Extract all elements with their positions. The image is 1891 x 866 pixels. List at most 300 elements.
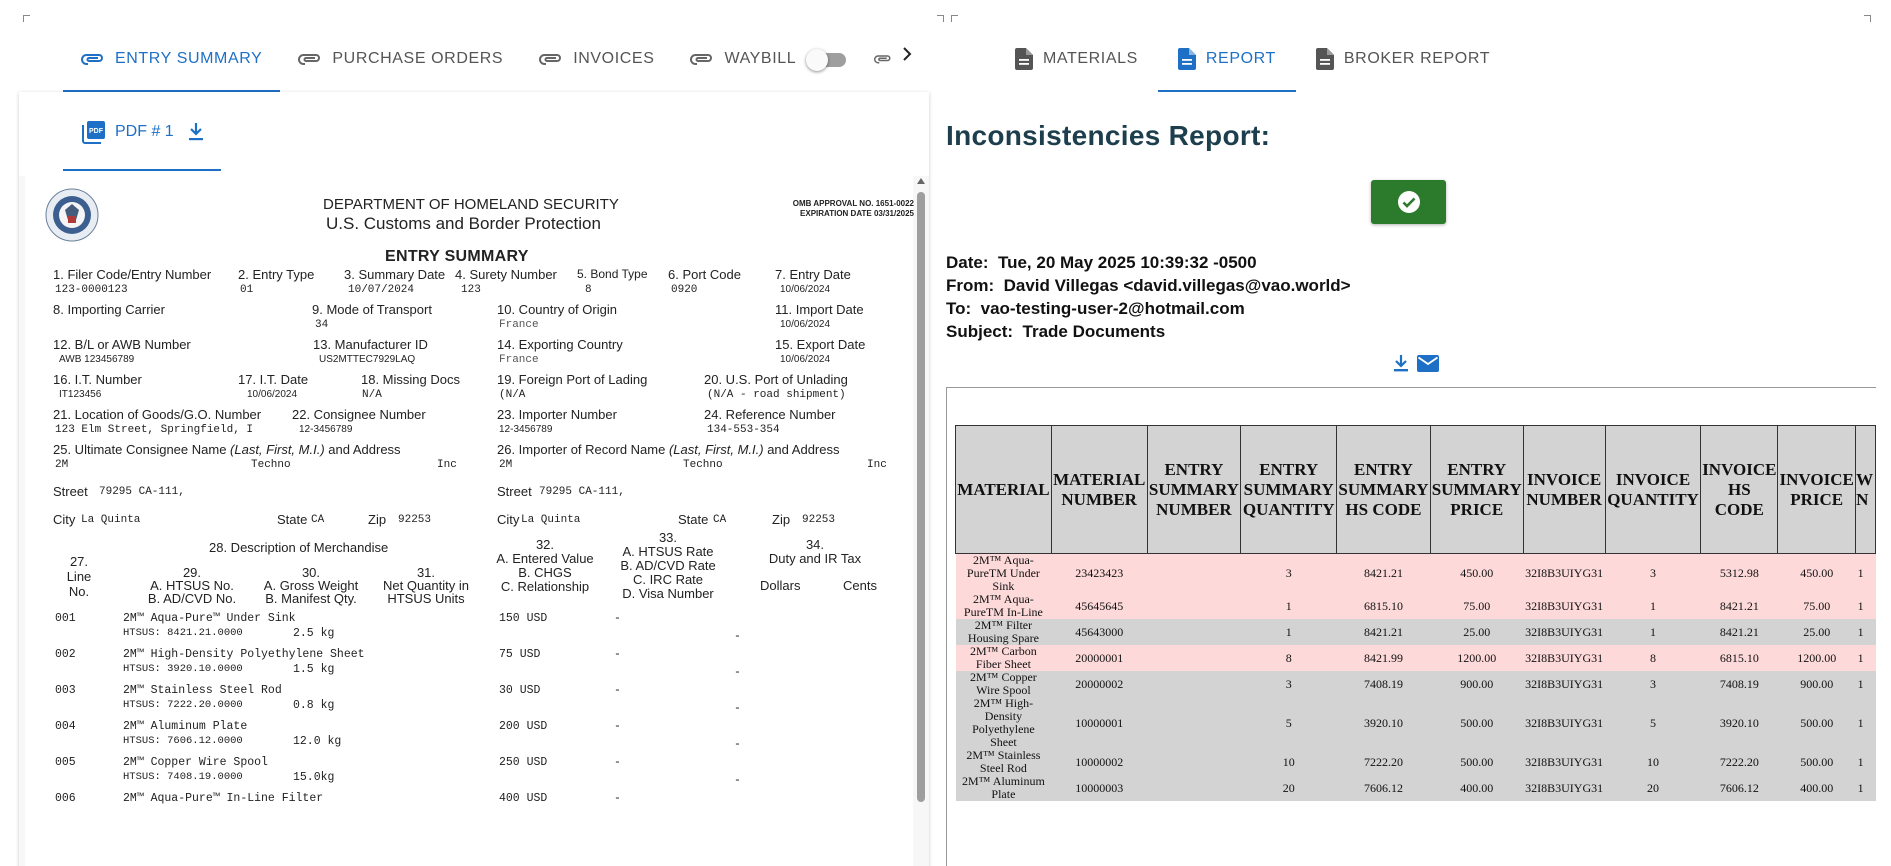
consignee-name: Techno — [251, 459, 291, 471]
label-part: (Last, First, M.I.) — [230, 442, 325, 457]
table-cell: 32I8B3UIYG31 — [1523, 697, 1605, 749]
label-part: 26. Importer of Record Name — [497, 442, 669, 457]
consignee-name: Inc — [437, 459, 457, 471]
table-cell: 8421.21 — [1701, 619, 1778, 645]
field-label: 24. Reference Number — [704, 407, 836, 422]
header-line: No. — [68, 584, 90, 599]
tab-label: WAYBILL — [724, 50, 797, 67]
line-duty: - — [734, 630, 741, 643]
line-weight: 1.5 kg — [293, 663, 335, 676]
report-table-container — [946, 387, 1876, 866]
table-cell: 1 — [1856, 697, 1876, 749]
table-cell: 1200.00 — [1778, 645, 1856, 671]
tab-invoices[interactable] — [521, 26, 672, 92]
col-header: W N — [1856, 426, 1876, 554]
document-icon — [1178, 48, 1196, 70]
field-label: 14. Exporting Country — [497, 337, 623, 352]
resize-corner — [937, 15, 944, 22]
line-entered-value: 75 USD — [499, 648, 541, 661]
table-cell: 1 — [1856, 619, 1876, 645]
street-label: Street — [53, 484, 88, 499]
header-line: B. AD/CVD Rate — [620, 558, 716, 573]
table-cell: 32I8B3UIYG31 — [1523, 554, 1605, 594]
line-duty: - — [734, 774, 741, 787]
field-label: 9. Mode of Transport — [312, 302, 432, 317]
table-row — [956, 775, 1876, 801]
line-description: 2M™ Aluminum Plate — [123, 720, 248, 733]
line-htsus: HTSUS: 8421.21.0000 — [123, 627, 243, 639]
chevron-right-icon — [901, 47, 913, 61]
tabs-scroll-right-button[interactable] — [895, 42, 919, 66]
line-entered-value: 150 USD — [499, 612, 548, 625]
cents-label: Cents — [843, 578, 877, 593]
table-cell: 5312.98 — [1701, 554, 1778, 594]
paperclip-icon — [690, 52, 714, 66]
table-cell: 20 — [1241, 775, 1337, 801]
col-header-net-qty — [368, 566, 484, 605]
field-value: France — [499, 354, 539, 366]
field-label: 23. Importer Number — [497, 407, 617, 422]
table-cell: 500.00 — [1430, 749, 1523, 775]
resize-corner — [1864, 15, 1871, 22]
line-rate: - — [614, 684, 621, 697]
table-cell: 7606.12 — [1701, 775, 1778, 801]
table-cell: 32I8B3UIYG31 — [1523, 671, 1605, 697]
table-cell — [1147, 619, 1241, 645]
table-cell: 3 — [1241, 554, 1337, 594]
email-subject — [946, 322, 1165, 342]
resize-corner — [951, 15, 958, 22]
paperclip-icon — [874, 52, 892, 66]
col-header-weight — [251, 566, 371, 605]
table-cell: 32I8B3UIYG31 — [1523, 619, 1605, 645]
document-tabs — [63, 26, 912, 92]
header-line: A. Entered Value — [496, 551, 594, 566]
col-header: ENTRY SUMMARY QUANTITY — [1241, 426, 1337, 554]
col-header-line-no — [59, 554, 99, 599]
street-value: 79295 CA-111, — [539, 486, 625, 498]
download-icon[interactable] — [188, 122, 204, 142]
importer-name: Inc — [867, 459, 887, 471]
header-line: D. Visa Number — [622, 586, 714, 601]
city-value: La Quinta — [81, 514, 141, 526]
table-cell: 6815.10 — [1337, 593, 1431, 619]
line-weight: 0.8 kg — [293, 699, 335, 712]
document-icon — [1015, 48, 1033, 70]
header-line: B. CHGS — [518, 565, 572, 580]
email-icon[interactable] — [1417, 355, 1439, 372]
field-value: N/A — [362, 389, 382, 401]
email-from — [946, 276, 1351, 296]
dept-heading: DEPARTMENT OF HOMELAND SECURITY — [323, 196, 619, 213]
zip-value: 92253 — [802, 514, 836, 526]
table-cell: 3920.10 — [1337, 697, 1431, 749]
table-cell: 8421.21 — [1701, 593, 1778, 619]
table-row — [956, 749, 1876, 775]
field-value: 10/06/2024 — [780, 354, 831, 365]
col-header: ENTRY SUMMARY PRICE — [1430, 426, 1523, 554]
state-value: CA — [713, 514, 727, 526]
scroll-up-arrow-icon[interactable] — [917, 178, 925, 184]
table-cell: 7606.12 — [1337, 775, 1431, 801]
table-cell: 20000001 — [1051, 645, 1147, 671]
line-description: 2M™ Copper Wire Spool — [123, 756, 268, 769]
city-value: La Quinta — [521, 514, 581, 526]
field-value: AWB 123456789 — [59, 354, 135, 365]
line-htsus: HTSUS: 7606.12.0000 — [123, 735, 243, 747]
line-rate: - — [614, 612, 621, 625]
table-cell: 500.00 — [1778, 749, 1856, 775]
importer-name: 2M — [499, 459, 513, 471]
table-cell: 1 — [1856, 775, 1876, 801]
form-title: ENTRY SUMMARY — [385, 248, 529, 265]
header-line: Duty and IR Tax — [768, 551, 862, 566]
field-value: 10/07/2024 — [348, 284, 415, 296]
paperclip-icon — [298, 52, 322, 66]
resize-corner — [23, 15, 30, 22]
table-cell: 7408.19 — [1701, 671, 1778, 697]
table-cell: 32I8B3UIYG31 — [1523, 749, 1605, 775]
line-description: 2M™ High-Density Polyethylene Sheet — [123, 648, 365, 661]
table-header-row — [956, 426, 1876, 554]
table-cell: 6815.10 — [1701, 645, 1778, 671]
field-label: 18. Missing Docs — [361, 372, 460, 387]
field-label: 13. Manufacturer ID — [313, 337, 428, 352]
label-part: (Last, First, M.I.) — [668, 442, 764, 457]
email-date — [946, 253, 1257, 273]
omb-approval: OMB APPROVAL NO. 1651-0022 — [792, 199, 914, 208]
label-part: and Address — [763, 442, 840, 457]
field-value: 123-0000123 — [55, 284, 128, 296]
table-cell — [1147, 697, 1241, 749]
table-cell: 3920.10 — [1701, 697, 1778, 749]
consignee-name: 2M — [55, 459, 69, 471]
field-value: 10/06/2024 — [780, 284, 831, 295]
table-cell: 900.00 — [1778, 671, 1856, 697]
cell-material: 2M™ Stainless Steel Rod — [956, 749, 1052, 775]
pdf-tab[interactable] — [63, 92, 221, 171]
pdf-icon — [82, 120, 106, 144]
pdf-page-area — [19, 176, 929, 866]
line-weight: 2.5 kg — [293, 627, 335, 640]
pdf-viewer-card — [19, 92, 929, 866]
header-line: 34. — [805, 537, 825, 552]
tab-broker-report[interactable] — [1296, 26, 1510, 92]
table-cell: 8421.21 — [1337, 619, 1431, 645]
field-label: 16. I.T. Number — [53, 372, 142, 387]
table-cell: 1 — [1856, 645, 1876, 671]
state-value: CA — [311, 514, 325, 526]
table-cell: 10000003 — [1051, 775, 1147, 801]
pdf-page — [25, 176, 913, 866]
table-row — [956, 554, 1876, 594]
col-header: ENTRY SUMMARY NUMBER — [1147, 426, 1241, 554]
table-cell: 1 — [1856, 593, 1876, 619]
line-description: 2M™ Stainless Steel Rod — [123, 684, 282, 697]
table-cell: 32I8B3UIYG31 — [1523, 775, 1605, 801]
tab-label: REPORT — [1205, 50, 1276, 67]
line-description: 2M™ Aqua-Pure™ Under Sink — [123, 612, 296, 625]
col-header: INVOICE QUANTITY — [1605, 426, 1701, 554]
header-line: C. Relationship — [500, 579, 590, 594]
label-part: and Address — [324, 442, 401, 457]
table-cell: 500.00 — [1778, 697, 1856, 749]
table-cell — [1147, 593, 1241, 619]
table-cell: 3 — [1605, 554, 1701, 594]
field-label: 17. I.T. Date — [238, 372, 309, 387]
tab-materials[interactable] — [995, 26, 1158, 92]
line-rate: - — [614, 720, 621, 733]
tab-purchase-orders[interactable] — [280, 26, 521, 92]
paperclip-icon — [539, 52, 563, 66]
col-header-rate — [613, 531, 723, 601]
line-duty: - — [734, 702, 741, 715]
table-cell: 32I8B3UIYG31 — [1523, 645, 1605, 671]
field-value: 0920 — [671, 284, 698, 296]
table-cell: 45645645 — [1051, 593, 1147, 619]
line-entered-value: 250 USD — [499, 756, 548, 769]
table-cell: 10000001 — [1051, 697, 1147, 749]
email-to-label: To: — [946, 299, 972, 318]
table-cell: 25.00 — [1778, 619, 1856, 645]
header-line: B. AD/CVD No. — [147, 591, 237, 606]
table-cell: 1 — [1241, 619, 1337, 645]
header-line: A. HTSUS No. — [150, 578, 234, 593]
field-label: 22. Consignee Number — [292, 407, 426, 422]
cell-material: 2M™ Aluminum Plate — [956, 775, 1052, 801]
report-tabs — [995, 26, 1510, 92]
table-cell: 10 — [1605, 749, 1701, 775]
header-line: C. IRC Rate — [632, 572, 704, 587]
field-value: 123 Elm Street, Springfield, I — [55, 424, 254, 436]
col-header-description: 28. Description of Merchandise — [209, 540, 389, 555]
table-row — [956, 619, 1876, 645]
table-cell — [1147, 645, 1241, 671]
line-htsus: HTSUS: 3920.10.0000 — [123, 663, 243, 675]
field-label: 4. Surety Number — [455, 267, 557, 282]
field-value: IT123456 — [59, 389, 102, 400]
cell-material: 2M™ Aqua-PureTM In-Line — [956, 593, 1052, 619]
table-cell: 1 — [1856, 554, 1876, 594]
tab-label: PURCHASE ORDERS — [332, 50, 504, 67]
table-cell: 7222.20 — [1337, 749, 1431, 775]
table-row — [956, 671, 1876, 697]
line-duty: - — [734, 738, 741, 751]
col-header: INVOICE HS CODE — [1701, 426, 1778, 554]
table-cell: 450.00 — [1778, 554, 1856, 594]
header-line: B. Manifest Qty. — [265, 591, 357, 606]
header-line: 30. — [301, 565, 321, 580]
tab-entry-summary[interactable] — [63, 26, 280, 92]
field-label — [53, 442, 401, 457]
field-label: 10. Country of Origin — [497, 302, 617, 317]
waybill-toggle[interactable] — [808, 51, 846, 67]
paperclip-icon — [81, 52, 105, 66]
field-label: 20. U.S. Port of Unlading — [704, 372, 848, 387]
field-label: 1. Filer Code/Entry Number — [53, 267, 212, 282]
table-cell — [1147, 554, 1241, 594]
field-value: 12-3456789 — [299, 424, 353, 435]
col-header-value — [491, 538, 599, 594]
table-cell: 75.00 — [1430, 593, 1523, 619]
field-label: 2. Entry Type — [238, 267, 315, 282]
tab-label: INVOICES — [573, 50, 655, 67]
table-cell: 1 — [1241, 593, 1337, 619]
table-cell: 1 — [1605, 619, 1701, 645]
col-header: MATERIAL NUMBER — [1051, 426, 1147, 554]
line-htsus: HTSUS: 7222.20.0000 — [123, 699, 243, 711]
line-number: 006 — [55, 792, 76, 805]
field-label — [497, 442, 839, 457]
line-weight: 15.0kg — [293, 771, 335, 784]
email-to-value: vao-testing-user-2@hotmail.com — [980, 299, 1245, 318]
field-value: (N/A — [499, 389, 526, 401]
approve-button[interactable] — [1371, 180, 1446, 224]
header-line: 33. — [658, 530, 678, 545]
zip-label: Zip — [772, 512, 791, 527]
table-cell: 400.00 — [1430, 775, 1523, 801]
report-title: Inconsistencies Report: — [946, 120, 1271, 151]
col-header: INVOICE PRICE — [1778, 426, 1856, 554]
field-label: 15. Export Date — [775, 337, 866, 352]
cell-material: 2M™ Carbon Fiber Sheet — [956, 645, 1052, 671]
field-label: 3. Summary Date — [344, 267, 446, 282]
table-cell: 20 — [1605, 775, 1701, 801]
field-value: France — [499, 319, 539, 331]
field-value: 12-3456789 — [499, 424, 553, 435]
line-entered-value: 200 USD — [499, 720, 548, 733]
table-cell: 32I8B3UIYG31 — [1523, 593, 1605, 619]
download-report-icon[interactable] — [1393, 354, 1409, 373]
table-cell: 7408.19 — [1337, 671, 1431, 697]
importer-name: Techno — [683, 459, 723, 471]
table-cell: 5 — [1241, 697, 1337, 749]
table-cell — [1147, 671, 1241, 697]
expiration-date: EXPIRATION DATE 03/31/2025 — [800, 209, 914, 218]
table-cell: 1 — [1605, 593, 1701, 619]
email-to — [946, 299, 1245, 319]
header-line: 27. — [69, 554, 89, 569]
table-cell: 8421.99 — [1337, 645, 1431, 671]
check-circle-icon — [1397, 190, 1421, 214]
col-header: ENTRY SUMMARY HS CODE — [1337, 426, 1431, 554]
state-label: State — [277, 512, 308, 527]
line-number: 004 — [55, 720, 76, 733]
inconsistencies-table — [955, 425, 1876, 801]
header-line: A. Gross Weight — [263, 578, 359, 593]
email-subject-label: Subject: — [946, 322, 1014, 341]
email-date-label: Date: — [946, 253, 989, 272]
table-cell: 45643000 — [1051, 619, 1147, 645]
col-header-duty — [755, 538, 875, 566]
cell-material: 2M™ Aqua-PureTM Under Sink — [956, 554, 1052, 594]
field-label: 6. Port Code — [668, 267, 741, 282]
label-part: 25. Ultimate Consignee Name — [53, 442, 231, 457]
table-cell: 5 — [1605, 697, 1701, 749]
cell-material: 2M™ High-Density Polyethylene Sheet — [956, 697, 1052, 749]
table-cell: 75.00 — [1778, 593, 1856, 619]
email-from-value: David Villegas <david.villegas@vao.world> — [1003, 276, 1351, 295]
tab-report[interactable] — [1158, 26, 1296, 92]
line-number: 002 — [55, 648, 76, 661]
table-row — [956, 645, 1876, 671]
table-body — [956, 554, 1876, 802]
table-cell: 500.00 — [1430, 697, 1523, 749]
tab-label: BROKER REPORT — [1343, 50, 1491, 67]
line-duty: - — [734, 666, 741, 679]
table-cell: 450.00 — [1430, 554, 1523, 594]
table-cell: 10 — [1241, 749, 1337, 775]
dollars-label: Dollars — [760, 578, 801, 593]
header-line: Line — [66, 569, 92, 584]
table-cell: 20000002 — [1051, 671, 1147, 697]
table-cell: 23423423 — [1051, 554, 1147, 594]
agency-heading: U.S. Customs and Border Protection — [326, 214, 601, 233]
pdf-tab-label: PDF # 1 — [115, 122, 174, 140]
table-cell: 8 — [1605, 645, 1701, 671]
field-value: 134-553-354 — [707, 424, 780, 436]
header-line: 31. — [416, 565, 436, 580]
header-line: 32. — [535, 537, 555, 552]
table-cell: 1 — [1856, 671, 1876, 697]
tab-label: MATERIALS — [1043, 50, 1138, 67]
pdf-scrollbar-thumb[interactable] — [917, 192, 925, 802]
field-label: 12. B/L or AWB Number — [53, 337, 191, 352]
street-label: Street — [497, 484, 532, 499]
col-header-htsus — [129, 566, 255, 605]
table-cell: 900.00 — [1430, 671, 1523, 697]
field-value: 123 — [461, 284, 481, 296]
street-value: 79295 CA-111, — [99, 486, 185, 498]
line-entered-value: 400 USD — [499, 792, 548, 805]
table-cell: 1200.00 — [1430, 645, 1523, 671]
line-htsus: HTSUS: 7408.19.0000 — [123, 771, 243, 783]
header-line: A. HTSUS Rate — [622, 544, 714, 559]
zip-value: 92253 — [398, 514, 432, 526]
field-value: US2MTTEC7929LAQ — [319, 354, 416, 365]
field-value: (N/A - road shipment) — [707, 389, 846, 401]
tab-waybill[interactable] — [672, 26, 864, 92]
state-label: State — [678, 512, 709, 527]
col-header: INVOICE NUMBER — [1523, 426, 1605, 554]
line-rate: - — [614, 756, 621, 769]
field-label: 5. Bond Type — [577, 267, 648, 281]
line-number: 001 — [55, 612, 76, 625]
field-value: 8 — [585, 284, 592, 296]
zip-label: Zip — [368, 512, 387, 527]
line-weight: 12.0 kg — [293, 735, 342, 748]
email-date-value: Tue, 20 May 2025 10:39:32 -0500 — [997, 253, 1257, 272]
line-rate: - — [614, 792, 621, 805]
email-subject-value: Trade Documents — [1022, 322, 1166, 341]
table-cell — [1147, 775, 1241, 801]
tab-label: ENTRY SUMMARY — [115, 50, 263, 67]
field-value: 10/06/2024 — [780, 319, 831, 330]
table-cell: 3 — [1605, 671, 1701, 697]
field-label: 21. Location of Goods/G.O. Number — [53, 407, 262, 422]
table-row — [956, 697, 1876, 749]
table-cell: 8 — [1241, 645, 1337, 671]
city-label: City — [53, 512, 76, 527]
field-value: 01 — [240, 284, 254, 296]
city-label: City — [497, 512, 520, 527]
table-cell: 400.00 — [1778, 775, 1856, 801]
line-rate: - — [614, 648, 621, 661]
table-row — [956, 593, 1876, 619]
svg-text:PDF: PDF — [89, 127, 103, 135]
line-number: 003 — [55, 684, 76, 697]
table-cell: 8421.21 — [1337, 554, 1431, 594]
